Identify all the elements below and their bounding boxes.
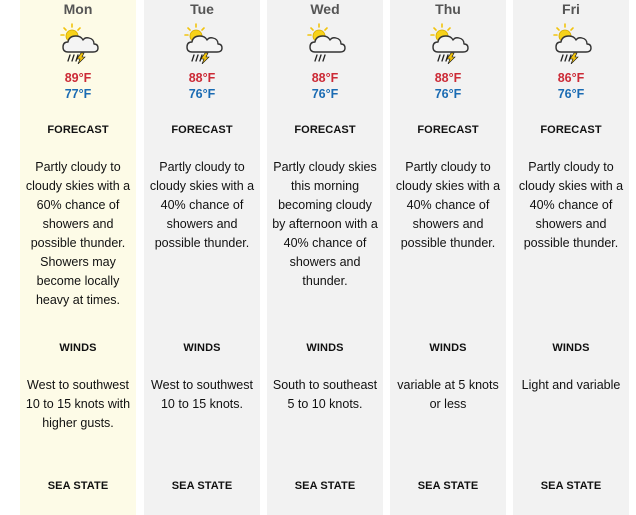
low-temperature: 76°F bbox=[557, 87, 585, 101]
day-name: Wed bbox=[310, 1, 340, 17]
forecast-heading: FORECAST bbox=[47, 124, 109, 136]
forecast-heading: FORECAST bbox=[294, 124, 356, 136]
forecast-text: Partly cloudy to cloudy skies with a 40% chance of showers and possible thunder. bbox=[149, 160, 255, 250]
winds-text: South to southeast 5 to 10 knots. bbox=[272, 378, 378, 411]
forecast-text: Partly cloudy skies this morning becoming cloudy by afternoon with a 40% chance of showers and thunder. bbox=[272, 160, 378, 288]
forecast-text: Partly cloudy to cloudy skies with a 40% chance of showers and possible thunder. bbox=[395, 160, 501, 250]
high-temperature: 88°F bbox=[311, 71, 339, 85]
winds-heading: WINDS bbox=[59, 342, 97, 354]
sea-state-heading: SEA STATE bbox=[294, 480, 356, 492]
day-column-mon bbox=[20, 0, 136, 515]
low-temperature: 76°F bbox=[434, 87, 462, 101]
partly-cloudy-thunder-rain-icon bbox=[58, 22, 100, 64]
high-temperature: 89°F bbox=[64, 71, 92, 85]
partly-cloudy-thunder-icon bbox=[551, 22, 593, 64]
day-column-wed bbox=[267, 0, 383, 515]
winds-text: West to southwest 10 to 15 knots. bbox=[151, 378, 253, 411]
winds-heading: WINDS bbox=[183, 342, 221, 354]
winds-heading: WINDS bbox=[429, 342, 467, 354]
sea-state-heading: SEA STATE bbox=[417, 480, 479, 492]
partly-cloudy-thunder-icon bbox=[182, 22, 224, 64]
day-name: Mon bbox=[63, 1, 93, 17]
forecast-heading: FORECAST bbox=[540, 124, 602, 136]
low-temperature: 77°F bbox=[64, 87, 92, 101]
day-column-tue bbox=[144, 0, 260, 515]
partly-cloudy-rain-icon bbox=[305, 22, 347, 64]
forecast-heading: FORECAST bbox=[417, 124, 479, 136]
high-temperature: 86°F bbox=[557, 71, 585, 85]
high-temperature: 88°F bbox=[188, 71, 216, 85]
sea-state-heading: SEA STATE bbox=[540, 480, 602, 492]
day-name: Fri bbox=[562, 1, 580, 17]
winds-text: West to southwest 10 to 15 knots with higher gusts. bbox=[25, 378, 131, 430]
low-temperature: 76°F bbox=[188, 87, 216, 101]
forecast-text: Partly cloudy to cloudy skies with a 40% chance of showers and possible thunder. bbox=[518, 160, 624, 250]
winds-text: variable at 5 knots or less bbox=[397, 378, 499, 411]
sea-state-heading: SEA STATE bbox=[47, 480, 109, 492]
sea-state-heading: SEA STATE bbox=[171, 480, 233, 492]
day-name: Thu bbox=[435, 1, 461, 17]
forecast-text: Partly cloudy to cloudy skies with a 60% chance of showers and possible thunder. Showers may become locally heavy at times. bbox=[25, 160, 131, 307]
day-column-fri bbox=[513, 0, 629, 515]
high-temperature: 88°F bbox=[434, 71, 462, 85]
day-column-thu bbox=[390, 0, 506, 515]
low-temperature: 76°F bbox=[311, 87, 339, 101]
forecast-heading: FORECAST bbox=[171, 124, 233, 136]
winds-text: Light and variable bbox=[521, 378, 621, 392]
winds-heading: WINDS bbox=[306, 342, 344, 354]
day-name: Tue bbox=[190, 1, 214, 17]
partly-cloudy-thunder-icon bbox=[428, 22, 470, 64]
winds-heading: WINDS bbox=[552, 342, 590, 354]
